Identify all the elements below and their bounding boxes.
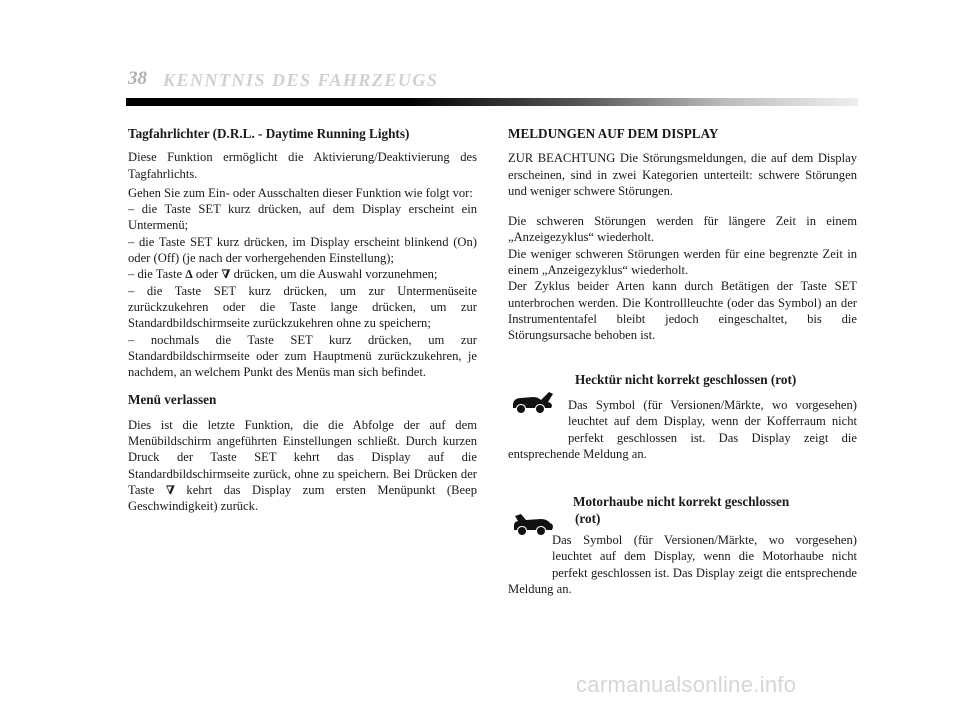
drl-step-3-text-a: – die Taste	[128, 267, 183, 282]
chapter-title: KENNTNIS DES FAHRZEUGS	[163, 70, 439, 90]
exit-text	[128, 417, 477, 515]
down-arrow-icon: ∇	[221, 267, 231, 282]
drl-step-3-text-b: oder	[195, 267, 219, 282]
bonnet-text	[508, 532, 857, 597]
drl-step-4: – die Taste SET kurz drücken, um zur Untermenüseite zurückzukehren oder die Taste lange drücken, um zur Standardbildschirmseite zurückzukehren ohne zu speichern;	[128, 283, 477, 331]
tailgate-text	[508, 397, 857, 462]
header-rule	[126, 98, 858, 106]
cycle-paragraph: Der Zyklus beider Arten kann durch Betätigen der Taste SET unterbrochen werden. Die Kontrollleuchte (oder das Symbol) an der Instrumententafel bleibt jedoch eingeschaltet, bis die Störungsursache behoben ist.	[508, 279, 857, 343]
severe-paragraph: Die schweren Störungen werden für längere Zeit in einem „Anzeigezyklus“ wiederholt.	[508, 214, 857, 245]
drl-howto: Gehen Sie zum Ein- oder Ausschalten dieser Funktion wie folgt vor:	[128, 185, 473, 200]
exit-text-b: kehrt das Display zum ersten Menüpunkt (Beep Geschwindigkeit) zurück.	[128, 482, 478, 514]
up-arrow-icon: ∆	[185, 267, 193, 282]
left-column	[128, 126, 477, 515]
drl-heading: Tagfahrlichter (D.R.L. - Daytime Running Lights)	[128, 126, 410, 141]
bonnet-heading-suffix: (rot)	[575, 511, 601, 526]
drl-step-5: – nochmals die Taste SET kurz drücken, um zur Standardbildschirmseite oder zum Hauptmenü zurückzukehren, je nachdem, an welchem Punkt des Menüs man sich befindet.	[128, 332, 477, 380]
tailgate-text-content: Das Symbol (für Versionen/Märkte, wo vorgesehen) leuchtet auf dem Display, wenn der Kofferraum nicht perfekt geschlossen ist. Das Display zeigt die entsprechende Meldung an.	[508, 398, 857, 461]
right-column	[508, 126, 857, 344]
tailgate-heading: Hecktür nicht korrekt geschlossen (rot)	[575, 372, 797, 387]
minor-paragraph: Die weniger schweren Störungen werden für eine begrenzte Zeit in einem „Anzeigezyklus“ wiederholt.	[508, 246, 857, 278]
drl-step-3	[128, 266, 477, 282]
bonnet-heading: Motorhaube nicht korrekt geschlossen	[573, 494, 790, 509]
display-messages-heading: MELDUNGEN AUF DEM DISPLAY	[508, 126, 719, 141]
bonnet-icon-spacer	[508, 532, 552, 565]
bonnet-text-content: Das Symbol (für Versionen/Märkte, wo vorgesehen) leuchtet auf dem Display, wenn die Motorhaube nicht perfekt geschlossen ist. Das Display zeigt die entsprechende Meldung an.	[508, 533, 857, 596]
watermark: carmanualsonline.info	[576, 672, 797, 697]
drl-step-3-text-c: drücken, um die Auswahl vorzunehmen;	[233, 267, 438, 282]
exit-heading: Menü verlassen	[128, 392, 217, 408]
exit-text-a: Dies ist die letzte Funktion, die die Abfolge der auf dem Menübildschirm angeführten Einstellungen schließt. Durch kurzen Druck der Taste SET kehrt das Display auf die Standardbildschirmseite zurück, ohne zu speichern. Bei Drücken der Taste	[128, 417, 477, 497]
page-number: 38	[128, 68, 147, 89]
note-paragraph: ZUR BEACHTUNG Die Störungsmeldungen, die auf dem Display erscheinen, sind in zwei Kategorien unterteilt: schwere Störungen und weniger schwere Störungen.	[508, 151, 857, 198]
down-arrow-icon: ∇	[165, 482, 175, 497]
drl-intro: Diese Funktion ermöglicht die Aktivierung/Deaktivierung des Tagfahrlichts.	[128, 150, 477, 181]
tailgate-icon-spacer	[508, 397, 568, 430]
drl-step-2: – die Taste SET kurz drücken, im Display erscheint blinkend (On) oder (Off) (je nach der vorhergehenden Einstellung);	[128, 234, 477, 266]
drl-step-1: – die Taste SET kurz drücken, auf dem Display erscheint ein Untermenü;	[128, 202, 477, 233]
